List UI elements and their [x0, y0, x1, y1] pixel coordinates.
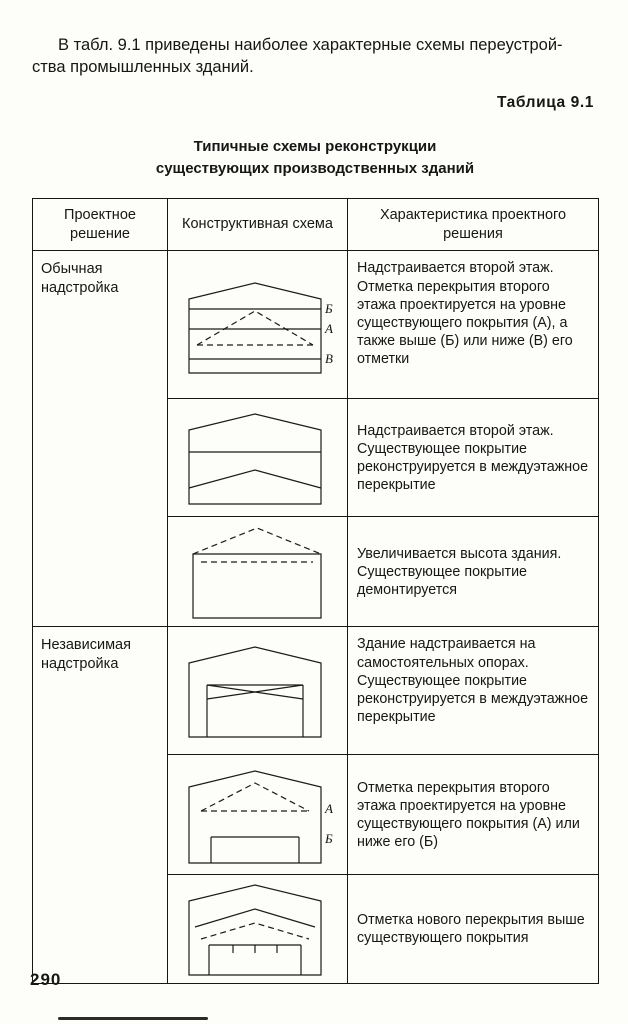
- scheme-diagram-independent-supports: [179, 641, 337, 741]
- group-label-independent-superstructure: Независимая надстройка: [33, 627, 168, 984]
- existing-roof-line: [189, 470, 321, 488]
- scheme-diagram-levels: [179, 273, 337, 377]
- level-label-a: А: [324, 320, 333, 336]
- group-label-ordinary-superstructure: Обычная надстройка: [33, 251, 168, 627]
- existing-roof-dashed: [201, 923, 309, 939]
- scan-artifact-line: [58, 1017, 208, 1020]
- scheme-diagram-new-slab-above: [179, 879, 337, 979]
- inner-platform: [211, 837, 299, 863]
- building-outline: [193, 554, 321, 618]
- scheme-diagram-raised-height: [179, 522, 337, 622]
- inner-support-frame: [207, 685, 303, 737]
- table-title-line-1: Типичные схемы реконструкции: [193, 138, 437, 156]
- page-number: 290: [30, 970, 62, 989]
- level-label-v: В: [324, 350, 333, 366]
- diagram-cell: [168, 399, 348, 517]
- description-cell: Здание надстраивается на самостоятельных опорах. Существующее покрытие реконструируется в междуэтажное перекрытие: [348, 627, 599, 755]
- table-row: [33, 251, 599, 399]
- new-roof-line: [195, 909, 315, 927]
- diagram-cell: [168, 875, 348, 984]
- building-outline: [189, 771, 321, 863]
- removed-roof-dashed: [193, 528, 321, 562]
- diagram-cell: [168, 627, 348, 755]
- scheme-diagram-second-floor: [179, 408, 337, 508]
- existing-roof-dashed: [197, 311, 313, 345]
- reconstruction-schemes-table: [32, 198, 599, 985]
- level-label-a: А: [324, 800, 333, 816]
- description-cell: Отметка перекрытия второго этажа проектируется на уровне существующего покрытия (А) или ниже его (Б): [348, 755, 599, 875]
- description-cell: Надстраивается второй этаж. Отметка перекрытия второго этажа проектируется на уровне существующего покрытия (А), а также выше (Б) или ниже (В) его отметки: [348, 251, 599, 399]
- level-label-b: Б: [324, 830, 333, 846]
- table-number-label: Таблица 9.1: [496, 94, 594, 112]
- description-cell: Надстраивается второй этаж. Существующее покрытие реконструируется в междуэтажное перекрытие: [348, 399, 599, 517]
- floor-level-lines: [189, 309, 321, 359]
- intro-paragraph: [32, 34, 598, 78]
- table-row: [33, 627, 599, 755]
- table-title-line-2: существующих производственных зданий: [155, 159, 475, 177]
- header-row: [33, 198, 599, 251]
- existing-roof-dashed: [201, 783, 309, 811]
- description-cell: Увеличивается высота здания. Существующее покрытие демонтируется: [348, 517, 599, 627]
- description-cell: Отметка нового перекрытия выше существующего покрытия: [348, 875, 599, 984]
- diagram-cell: [168, 251, 348, 399]
- col-header-design-solution: Проектное решение: [33, 198, 168, 251]
- building-outline: [189, 414, 321, 504]
- intro-line-1: В табл. 9.1 приведены наиболее характерные схемы переустрой-: [58, 36, 563, 54]
- inner-platform: [209, 945, 301, 975]
- level-label-b: Б: [324, 300, 333, 316]
- col-header-structural-scheme: Конструктивная схема: [168, 198, 348, 251]
- intro-line-2: ства промышленных зданий.: [32, 58, 254, 77]
- diagram-cell: [168, 517, 348, 627]
- table-title: [32, 136, 598, 180]
- scheme-diagram-slab-levels: [179, 763, 337, 867]
- col-header-characteristics: Характеристика проектного решения: [348, 198, 599, 251]
- diagram-cell: [168, 755, 348, 875]
